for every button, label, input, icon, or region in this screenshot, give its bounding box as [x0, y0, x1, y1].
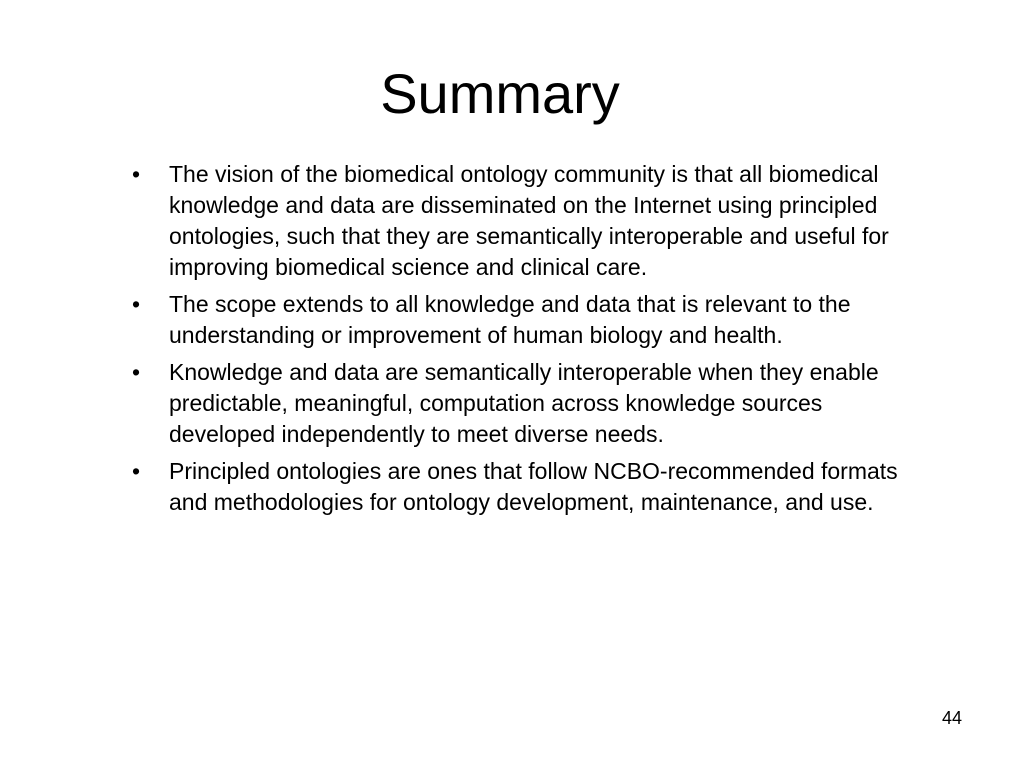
bullet-item: [126, 289, 906, 351]
bullet-icon: •: [131, 291, 141, 317]
bullet-item: [126, 456, 906, 518]
bullet-text: Principled ontologies are ones that follow NCBO-recommended formats and methodologies for ontology development, maintenance, and use.: [169, 458, 898, 515]
bullet-text: Knowledge and data are semantically interoperable when they enable predictable, meaningful, computation across knowledge sources developed independently to meet diverse needs.: [169, 359, 879, 447]
bullet-text: The vision of the biomedical ontology community is that all biomedical knowledge and data are disseminated on the Internet using principled ontologies, such that they are semantically interoperable and useful for improving biomedical science and clinical care.: [169, 161, 889, 280]
bullet-icon: •: [131, 458, 141, 484]
bullet-icon: •: [131, 161, 141, 187]
slide-title: Summary: [380, 62, 620, 125]
bullet-icon: •: [131, 359, 141, 385]
bullet-text: The scope extends to all knowledge and data that is relevant to the understanding or improvement of human biology and health.: [169, 291, 851, 348]
bullet-item: [126, 357, 906, 450]
page-number: 44: [941, 708, 962, 728]
bullet-list: [126, 159, 906, 524]
bullet-item: [126, 159, 906, 283]
